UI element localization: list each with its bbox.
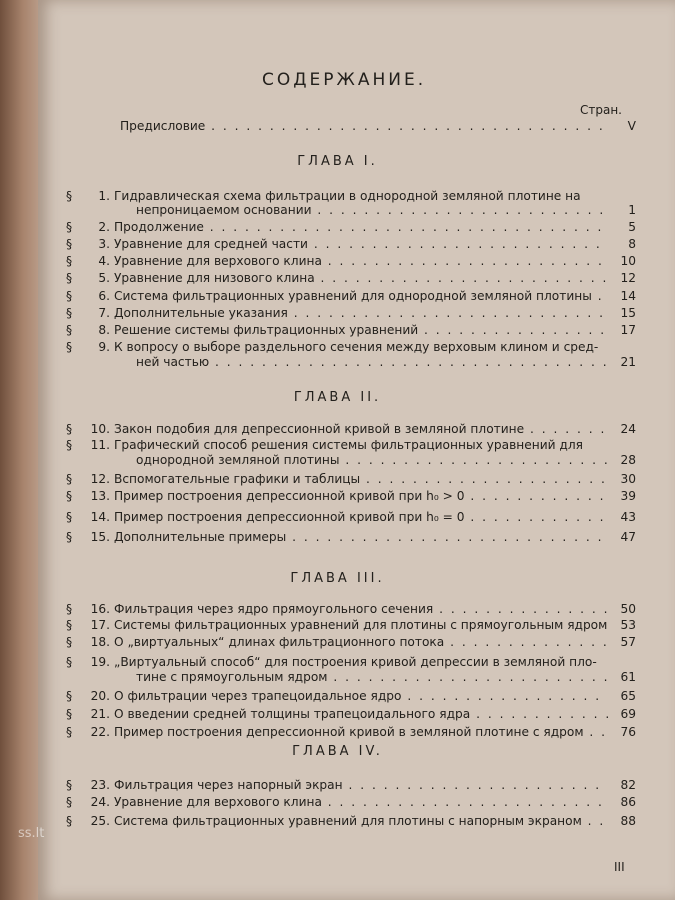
- toc-entry-text: тине с прямоугольным ядром . . .: [136, 670, 608, 684]
- section-sign: §: [66, 289, 73, 303]
- toc-entry: [66, 270, 636, 286]
- toc-entry: [66, 654, 636, 670]
- toc-entry-text: Дополнительные примеры . . .: [114, 529, 608, 545]
- section-sign: §: [66, 635, 73, 649]
- section-number: 1.: [98, 189, 110, 203]
- section-number: 11.: [90, 438, 110, 452]
- toc-entry-page: 82: [620, 778, 636, 792]
- toc-entry-text: Пример построения депрессионной кривой при h₀ > 0 . . .: [114, 488, 608, 504]
- book-spine-edge: [0, 0, 38, 900]
- section-sign: §: [66, 530, 73, 544]
- section-number: 14.: [90, 510, 110, 524]
- toc-entry-page: 8: [628, 237, 636, 251]
- section-number: 22.: [90, 725, 110, 739]
- section-number: 7.: [98, 306, 110, 320]
- section-sign: §: [66, 438, 73, 452]
- section-number: 12.: [90, 472, 110, 486]
- toc-entry-text: Предисловие . . .: [120, 118, 608, 134]
- toc-entry: [66, 253, 636, 269]
- toc-entry-text: Система фильтрационных уравнений для плотины с напорным экраном . . .: [114, 813, 608, 829]
- toc-entry-text: К вопросу о выборе раздельного сечения между верховым клином и сред-: [114, 340, 599, 354]
- toc-entry: [66, 706, 636, 722]
- section-sign: §: [66, 254, 73, 268]
- section-sign: §: [66, 814, 73, 828]
- page-number: III: [614, 860, 625, 874]
- toc-entry: [66, 471, 636, 487]
- toc-entry-text: Графический способ решения системы фильтрационных уравнений для: [114, 438, 583, 452]
- section-sign: §: [66, 618, 73, 632]
- toc-entry-text: О введении средней толщины трапецоидального ядра . . .: [114, 706, 608, 722]
- toc-entry-page: 30: [620, 472, 636, 486]
- page-title: СОДЕРЖАНИЕ.: [262, 70, 427, 90]
- toc-entry: [66, 188, 636, 204]
- chapter-heading: ГЛАВА IV.: [292, 744, 383, 759]
- toc-entry-text: О „виртуальных“ длинах фильтрационного потока . . .: [114, 634, 608, 650]
- toc-entry-text: Решение системы фильтрационных уравнений . . .: [114, 322, 608, 338]
- toc-entry-text: ней частью . . .: [136, 355, 608, 369]
- section-sign: §: [66, 340, 73, 354]
- section-number: 24.: [90, 795, 110, 809]
- toc-entry-text: Системы фильтрационных уравнений для плотины с прямоугольным ядром . . .: [114, 617, 608, 633]
- toc-entry-page: 86: [620, 795, 636, 809]
- toc-entry-text: Продолжение . . .: [114, 219, 608, 235]
- section-number: 23.: [90, 778, 110, 792]
- toc-entry-page: 15: [620, 306, 636, 320]
- section-sign: §: [66, 510, 73, 524]
- toc-entry-text: Закон подобия для депрессионной кривой в земляной плотине . . .: [114, 421, 608, 437]
- section-number: 21.: [90, 707, 110, 721]
- section-number: 17.: [90, 618, 110, 632]
- toc-entry: [66, 634, 636, 650]
- section-number: 16.: [90, 602, 110, 616]
- section-sign: §: [66, 795, 73, 809]
- watermark-logo: ss.lt: [18, 826, 45, 841]
- toc-entry: [66, 601, 636, 617]
- section-sign: §: [66, 220, 73, 234]
- toc-entry-page: 57: [620, 635, 636, 649]
- section-number: 20.: [90, 689, 110, 703]
- section-number: 19.: [90, 655, 110, 669]
- toc-entry-text: однородной земляной плотины . . .: [136, 453, 608, 467]
- section-sign: §: [66, 602, 73, 616]
- toc-entry: [66, 724, 636, 740]
- toc-entry-continuation: [136, 355, 636, 369]
- toc-entry: [66, 777, 636, 793]
- toc-entry: [66, 509, 636, 525]
- toc-entry-page: 76: [620, 725, 636, 739]
- section-number: 6.: [98, 289, 110, 303]
- toc-entry-page: 65: [620, 689, 636, 703]
- section-sign: §: [66, 655, 73, 669]
- toc-entry-page: 14: [620, 289, 636, 303]
- section-number: 13.: [90, 489, 110, 503]
- toc-entry-preface: [120, 118, 636, 134]
- toc-entry-page: 17: [620, 323, 636, 337]
- toc-entry: [66, 305, 636, 321]
- toc-entry-page: 61: [620, 670, 636, 684]
- toc-entry: [66, 488, 636, 504]
- page-column-header: Стран.: [580, 103, 622, 117]
- section-sign: §: [66, 422, 73, 436]
- chapter-heading: ГЛАВА I.: [297, 154, 378, 169]
- section-number: 15.: [90, 530, 110, 544]
- toc-entry-text: Фильтрация через напорный экран . . .: [114, 777, 608, 793]
- toc-entry-text: непроницаемом основании . . .: [136, 203, 608, 217]
- section-number: 4.: [98, 254, 110, 268]
- section-number: 10.: [90, 422, 110, 436]
- section-sign: §: [66, 306, 73, 320]
- toc-entry: [66, 421, 636, 437]
- toc-entry: [66, 339, 636, 355]
- section-sign: §: [66, 725, 73, 739]
- toc-entry-text: „Виртуальный способ“ для построения кривой депрессии в земляной пло-: [114, 655, 597, 669]
- toc-entry-page: 88: [620, 814, 636, 828]
- toc-entry-continuation: [136, 453, 636, 467]
- toc-entry: [66, 794, 636, 810]
- toc-entry-page: 69: [620, 707, 636, 721]
- toc-entry: [66, 529, 636, 545]
- toc-entry-page: 47: [620, 530, 636, 544]
- toc-entry: [66, 219, 636, 235]
- chapter-heading: ГЛАВА II.: [293, 390, 382, 405]
- section-number: 2.: [98, 220, 110, 234]
- toc-entry-text: Уравнение для низового клина . . .: [114, 270, 608, 286]
- section-number: 25.: [90, 814, 110, 828]
- toc-entry: [66, 322, 636, 338]
- toc-entry: [66, 437, 636, 453]
- toc-entry: [66, 813, 636, 829]
- chapter-heading: ГЛАВА III.: [290, 571, 385, 586]
- toc-entry-page: 10: [620, 254, 636, 268]
- section-sign: §: [66, 237, 73, 251]
- toc-entry-text: Уравнение для средней части . . .: [114, 236, 608, 252]
- section-sign: §: [66, 323, 73, 337]
- toc-entry-page: 28: [620, 453, 636, 467]
- section-number: 8.: [98, 323, 110, 337]
- toc-entry-page: 43: [620, 510, 636, 524]
- section-sign: §: [66, 189, 73, 203]
- section-number: 3.: [98, 237, 110, 251]
- section-number: 18.: [90, 635, 110, 649]
- toc-entry-page: 5: [628, 220, 636, 234]
- toc-entry-page: V: [627, 119, 636, 133]
- toc-entry-page: 24: [620, 422, 636, 436]
- toc-entry-continuation: [136, 670, 636, 684]
- toc-entry-text: Пример построения депрессионной кривой в земляной плотине с ядром . . .: [114, 724, 608, 740]
- section-number: 5.: [98, 271, 110, 285]
- toc-entry-page: 53: [620, 618, 636, 632]
- toc-entry-page: 50: [620, 602, 636, 616]
- toc-entry-text: Дополнительные указания . . .: [114, 305, 608, 321]
- toc-entry: [66, 288, 636, 304]
- toc-entry-text: О фильтрации через трапецоидальное ядро . . .: [114, 688, 608, 704]
- toc-entry-page: 1: [628, 203, 636, 217]
- section-number: 9.: [98, 340, 110, 354]
- section-sign: §: [66, 707, 73, 721]
- toc-entry-text: Гидравлическая схема фильтрации в однородной земляной плотине на: [114, 189, 581, 203]
- toc-entry-text: Уравнение для верхового клина . . .: [114, 253, 608, 269]
- section-sign: §: [66, 489, 73, 503]
- toc-entry-text: Пример построения депрессионной кривой при h₀ = 0 . . .: [114, 509, 608, 525]
- toc-entry-text: Уравнение для верхового клина . . .: [114, 794, 608, 810]
- toc-entry-page: 12: [620, 271, 636, 285]
- toc-entry-text: Фильтрация через ядро прямоугольного сечения . . .: [114, 601, 608, 617]
- section-sign: §: [66, 689, 73, 703]
- section-sign: §: [66, 472, 73, 486]
- toc-entry-page: 21: [620, 355, 636, 369]
- toc-entry-text: Вспомогательные графики и таблицы . . .: [114, 471, 608, 487]
- section-sign: §: [66, 271, 73, 285]
- toc-entry: [66, 688, 636, 704]
- section-sign: §: [66, 778, 73, 792]
- toc-entry-text: Система фильтрационных уравнений для однородной земляной плотины . . .: [114, 288, 608, 304]
- toc-entry-page: 39: [620, 489, 636, 503]
- toc-entry: [66, 236, 636, 252]
- toc-entry-continuation: [136, 203, 636, 217]
- toc-entry: [66, 617, 636, 633]
